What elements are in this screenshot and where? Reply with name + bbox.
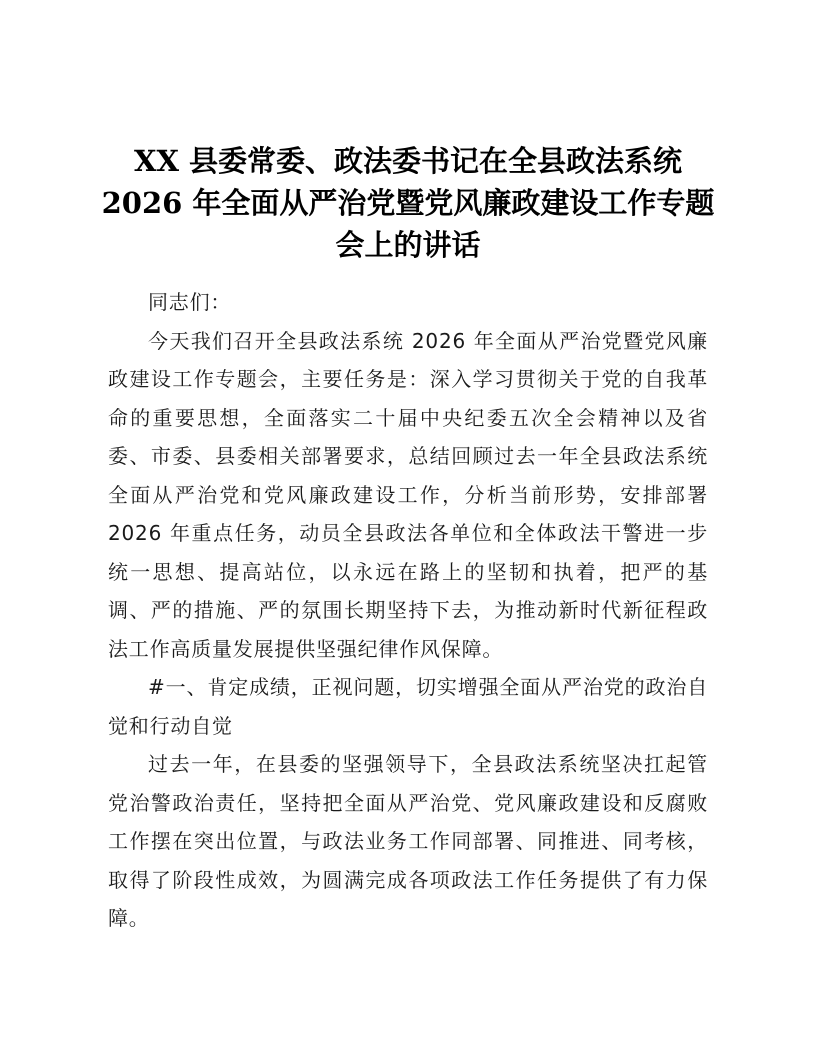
title-line-1: XX 县委常委、政法委书记在全县政法系统 <box>133 144 683 178</box>
section-heading-1: #一、肯定成绩，正视问题，切实增强全面从严治党的政治自觉和行动自觉 <box>108 675 708 738</box>
paragraph-review: 过去一年，在县委的坚强领导下，全县政法系统坚决扛起管党治警政治责任，坚持把全面从严治党、党风廉政建设和反腐败工作摆在突出位置，与政法业务工作同部署、同推进、同考核，取得了阶段性成效，为圆满完成各项政法工作任务提供了有力保障。 <box>108 752 708 930</box>
document-title <box>100 140 716 266</box>
salutation: 同志们： <box>148 290 232 314</box>
title-line-2: 2026 年全面从严治党暨党风廉政建设工作专题 <box>101 186 715 220</box>
document-body <box>108 283 708 938</box>
title-line-3: 会上的讲话 <box>335 228 481 262</box>
paragraph-intro: 今天我们召开全县政法系统 2026 年全面从严治党暨党风廉政建设工作专题会，主要任务是：深入学习贯彻关于党的自我革命的重要思想，全面落实二十届中央纪委五次全会精神以及省委、市委、县委相关部署要求，总结回顾过去一年全县政法系统全面从严治党和党风廉政建设工作，分析当前形势，安排部署 2026 年重点任务，动员全县政法各单位和全体政法干警进一步统一思想、提高站位，以永远在路上的坚韧和执着，把严的基调、严的措施、严的氛围长期坚持下去，为推动新时代新征程政法工作高质量发展提供坚强纪律作风保障。 <box>108 328 708 661</box>
